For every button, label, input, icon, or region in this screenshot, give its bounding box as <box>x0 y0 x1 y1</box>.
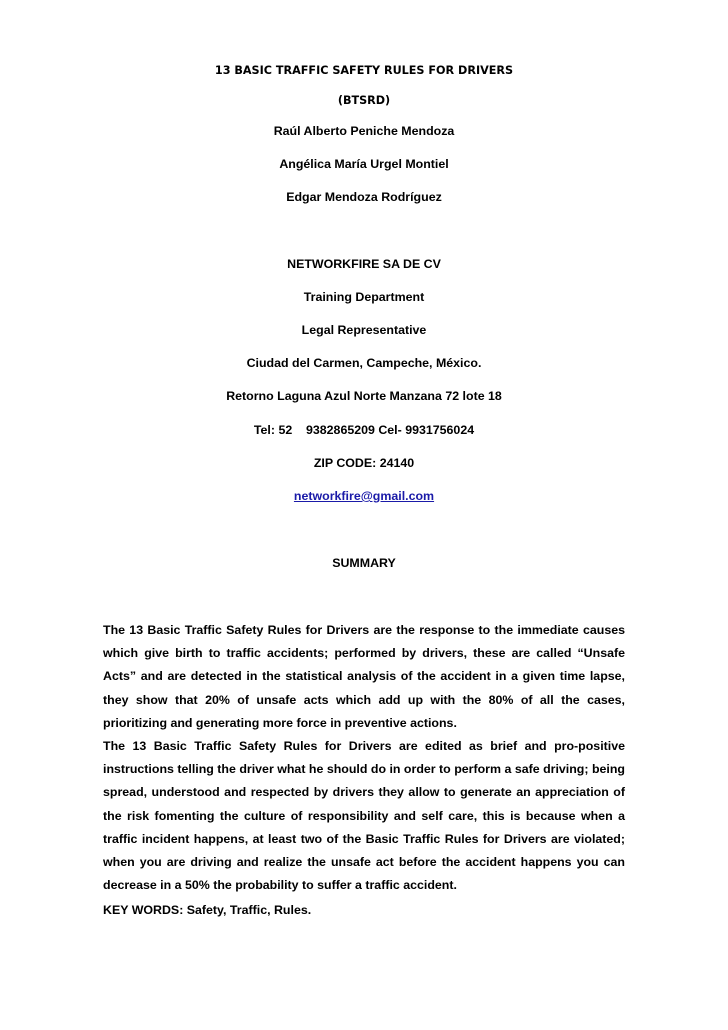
summary-paragraph-2: The 13 Basic Traffic Safety Rules for Drivers are edited as brief and pro-positive instructions telling the driver what he should do in order to perform a safe driving; being spread, understood and respected by drivers they allow to generate an appreciation of the risk fomenting the culture of responsibility and self care, this is because when a traffic incident happens, at least two of the Basic Traffic Rules for Drivers are violated; when you are driving and realize the unsafe act before the accident happens you can decrease in a 50% the probability to suffer a traffic accident. <box>103 739 625 893</box>
department: Training Department <box>303 290 425 304</box>
email-wrapper <box>0 489 728 503</box>
role: Legal Representative <box>301 323 427 337</box>
keywords: KEY WORDS: Safety, Traffic, Rules. <box>103 903 312 917</box>
author-2: Angélica María Urgel Montiel <box>279 157 449 171</box>
document-title: 13 BASIC TRAFFIC SAFETY RULES FOR DRIVERS <box>214 64 514 77</box>
email-link[interactable]: networkfire@gmail.com <box>293 489 435 503</box>
document-acronym: (BTSRD) <box>337 94 391 107</box>
company-name: NETWORKFIRE SA DE CV <box>287 257 441 271</box>
phone: Tel: 52 9382865209 Cel- 9931756024 <box>253 423 475 437</box>
author-3: Edgar Mendoza Rodríguez <box>286 190 442 204</box>
address: Retorno Laguna Azul Norte Manzana 72 lote 18 <box>226 389 502 403</box>
city: Ciudad del Carmen, Campeche, México. <box>246 356 482 370</box>
author-1: Raúl Alberto Peniche Mendoza <box>273 124 455 138</box>
summary-heading: SUMMARY <box>332 556 396 570</box>
summary-paragraph-1: The 13 Basic Traffic Safety Rules for Drivers are the response to the immediate causes which give birth to traffic accidents; performed by drivers, these are called “Unsafe Acts” and are detected in the statistical analysis of the accident in a given time lapse, they show that 20% of unsafe acts which add up with the 80% of all the cases, prioritizing and generating more force in preventive actions. <box>103 623 625 730</box>
zip-code: ZIP CODE: 24140 <box>313 456 415 470</box>
